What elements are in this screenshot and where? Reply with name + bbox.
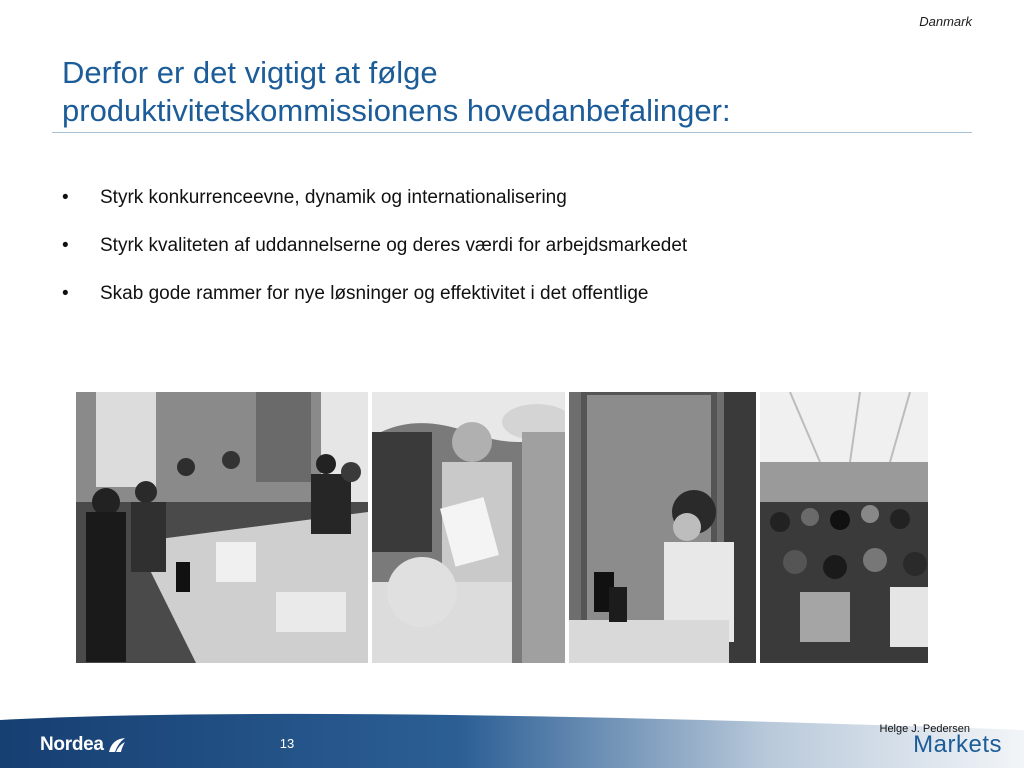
bullet-item <box>62 185 687 211</box>
nordea-logo <box>40 734 126 756</box>
page-number: 13 <box>279 736 295 751</box>
photo-audience-in-tent <box>760 392 928 663</box>
bullet-item <box>62 233 687 259</box>
slide-title <box>62 54 982 130</box>
bullet-marker: • <box>62 187 69 208</box>
footer-swoosh <box>0 708 1024 768</box>
slide-title-line-1: Derfor er det vigtigt at følge <box>62 55 438 90</box>
bullet-text: Skab gode rammer for nye løsninger og effektivitet i det offentlige <box>100 283 649 304</box>
bullet-text: Styrk kvaliteten af uddannelserne og deres værdi for arbejdsmarkedet <box>100 235 688 256</box>
photo-strip <box>76 392 932 663</box>
bullet-marker: • <box>62 235 69 256</box>
photo-speaker-at-microphones <box>569 392 756 663</box>
nordea-sail-icon <box>108 737 126 753</box>
bullet-text: Styrk konkurrenceevne, dynamik og internationalisering <box>100 187 567 208</box>
presenter-name: Helge J. Pedersen <box>879 723 970 735</box>
bullet-item <box>62 281 687 307</box>
photo-man-with-leaflet <box>372 392 565 663</box>
title-divider <box>52 132 972 133</box>
bullet-marker: • <box>62 283 69 304</box>
footer <box>0 708 1024 768</box>
slide-title-line-2: produktivitetskommissionens hovedanbefalinger: <box>62 93 731 128</box>
logo-text: Nordea <box>40 734 104 755</box>
bullet-list <box>62 185 687 329</box>
photo-meeting-table <box>76 392 368 663</box>
region-label: Danmark <box>919 14 972 29</box>
markets-wordmark: Markets <box>913 731 1002 758</box>
